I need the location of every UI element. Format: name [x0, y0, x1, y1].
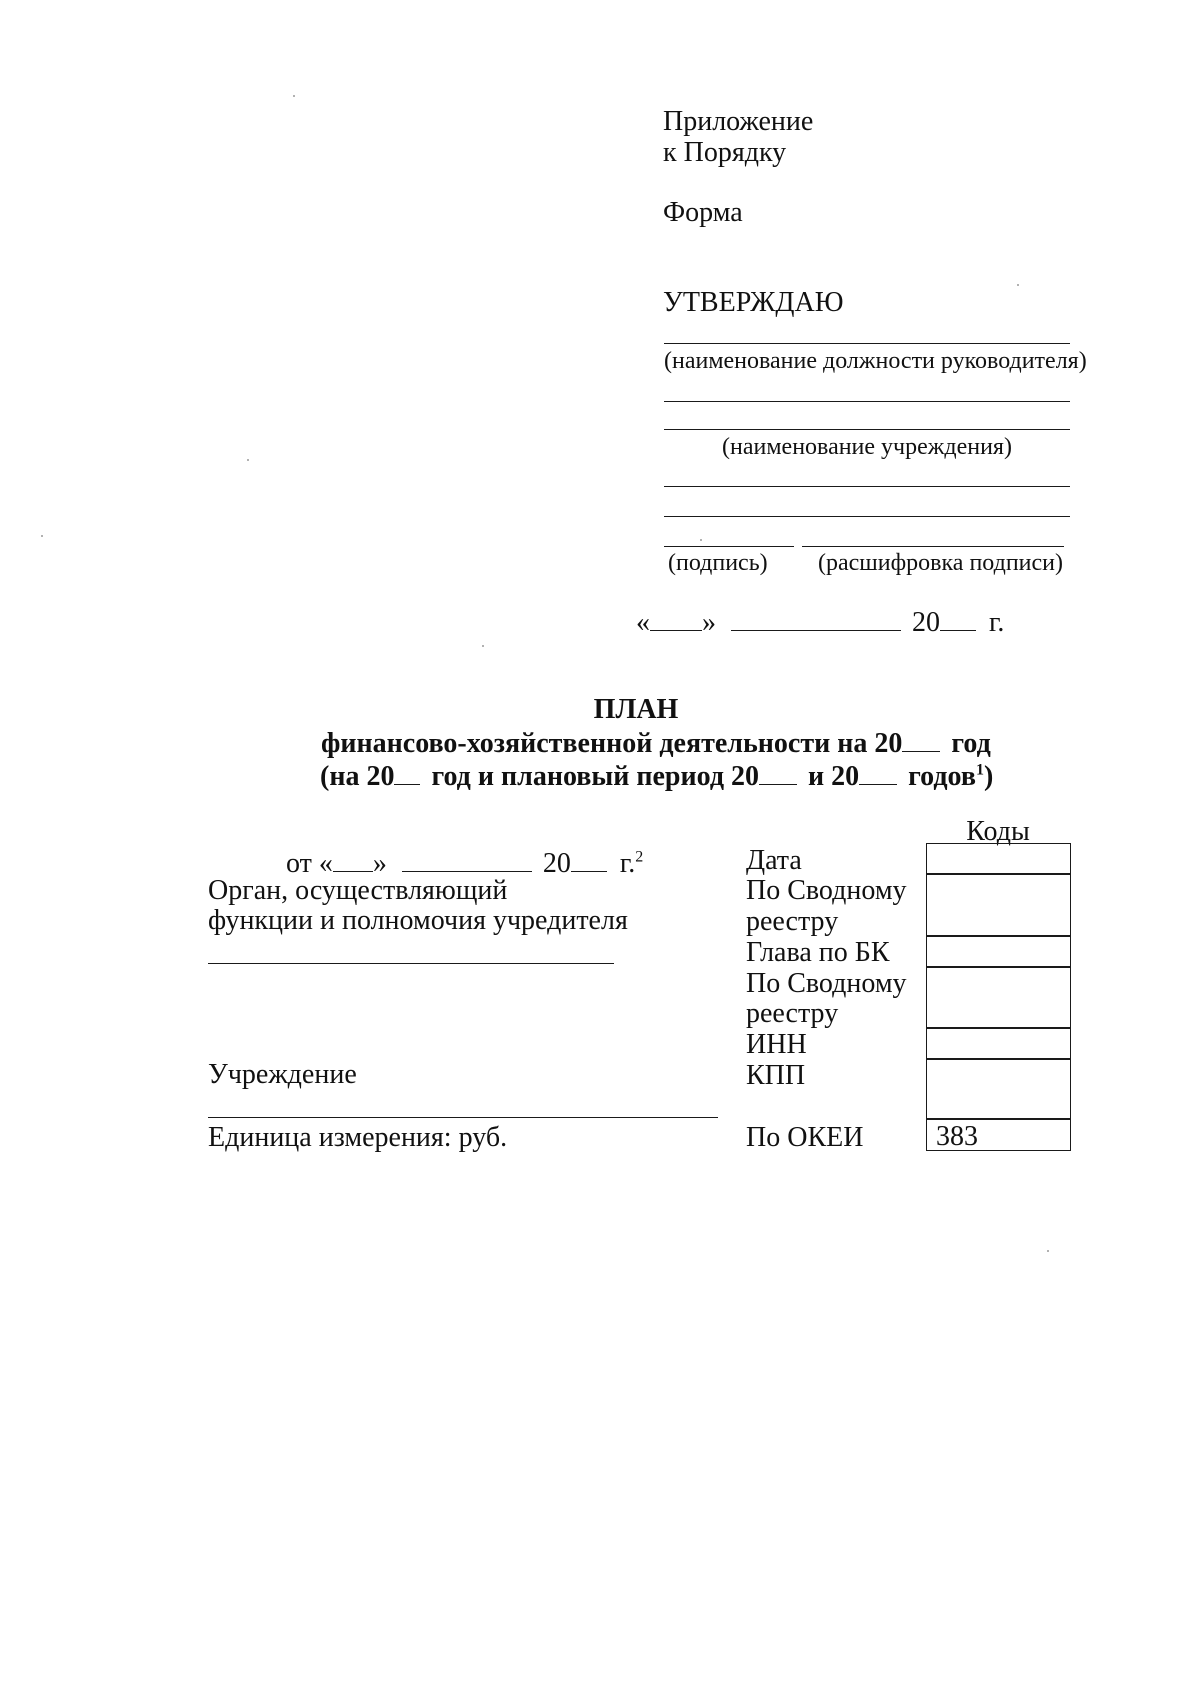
institution-caption: (наименование учреждения) [722, 434, 1012, 460]
code-box-okei [926, 1118, 1071, 1151]
plan-day-blank [333, 847, 373, 872]
signature-caption: (подпись) [668, 550, 768, 576]
footnote-1: 1 [975, 761, 984, 779]
scan-speck [1047, 1250, 1049, 1252]
code-label-date: Дата [746, 845, 802, 876]
form-label: Форма [663, 197, 743, 228]
title-year-blank-2 [394, 760, 420, 785]
date-close-quote: » [702, 607, 716, 638]
code-label-svod1-line2: реестру [746, 906, 839, 937]
institution-name-line [208, 1117, 718, 1118]
unit-label: Единица измерения: руб. [208, 1122, 508, 1153]
scan-speck [41, 535, 43, 537]
scan-speck [293, 95, 295, 97]
scan-speck [482, 645, 484, 647]
scan-speck [700, 539, 702, 541]
organ-label-line2: функции и полномочия учредителя [208, 905, 628, 936]
code-label-svod2-line1: По Сводному [746, 968, 907, 999]
plan-year-blank [571, 847, 607, 872]
institution-label: Учреждение [208, 1059, 357, 1090]
code-box-inn [926, 1027, 1071, 1060]
appendix-reference: к Порядку [663, 137, 787, 168]
plan-month-blank [402, 847, 532, 872]
code-label-okei: По ОКЕИ [746, 1122, 864, 1153]
title-line-2 [321, 727, 991, 758]
scan-speck [1017, 284, 1019, 286]
code-box-glava [926, 935, 1071, 968]
position-line [664, 343, 1070, 344]
code-box-kpp [926, 1058, 1071, 1120]
year-blank [940, 606, 976, 631]
title-line-3-part4: годов [908, 761, 976, 792]
title-year-blank [902, 727, 940, 752]
scan-speck [247, 459, 249, 461]
code-box-svod1 [926, 873, 1071, 937]
title-line-2-prefix: финансово-хозяйственной деятельности на 20 [321, 728, 903, 759]
okei-value: 383 [936, 1121, 978, 1152]
position-line-2 [664, 401, 1070, 402]
institution-line [664, 429, 1070, 430]
institution-line-2 [664, 486, 1070, 487]
code-label-glava: Глава по БК [746, 937, 890, 968]
year-suffix: г. [989, 607, 1005, 638]
appendix-title: Приложение [663, 106, 814, 137]
plan-year-suffix: г. [619, 848, 636, 879]
codes-heading: Коды [966, 816, 1030, 847]
plan-date-close: » [372, 848, 387, 879]
signature-line [664, 546, 794, 547]
title-year-blank-4 [859, 760, 897, 785]
code-label-inn: ИНН [746, 1029, 807, 1060]
document-title: ПЛАН [593, 694, 679, 725]
title-line-3 [320, 760, 993, 791]
year-prefix: 20 [912, 607, 940, 638]
position-caption: (наименование должности руководителя) [664, 348, 1087, 374]
institution-line-3 [664, 516, 1070, 517]
approval-date [636, 606, 1004, 637]
organ-label-line1: Орган, осуществляющий [208, 875, 508, 906]
decoding-line [802, 546, 1064, 547]
month-blank [731, 606, 901, 631]
title-line-3-part2: год и плановый период 20 [431, 761, 759, 792]
code-box-date [926, 843, 1071, 875]
approval-heading: УТВЕРЖДАЮ [663, 287, 844, 318]
organ-name-line [208, 963, 614, 964]
title-line-3-part1: (на 20 [320, 761, 395, 792]
plan-date [286, 847, 643, 878]
plan-year-prefix: 20 [542, 848, 571, 879]
title-line-2-suffix: год [951, 728, 991, 759]
title-line-3-close: ) [983, 761, 994, 792]
code-box-svod2 [926, 966, 1071, 1029]
title-line-3-part3: и 20 [808, 761, 860, 792]
code-label-svod1-line1: По Сводному [746, 875, 907, 906]
date-open-quote: « [636, 607, 650, 638]
plan-date-from: от « [286, 848, 333, 879]
title-year-blank-3 [759, 760, 797, 785]
footnote-2: 2 [635, 848, 644, 866]
code-label-svod2-line2: реестру [746, 998, 839, 1029]
decoding-caption: (расшифровка подписи) [818, 550, 1063, 576]
day-blank [650, 606, 702, 631]
code-label-kpp: КПП [746, 1060, 806, 1091]
